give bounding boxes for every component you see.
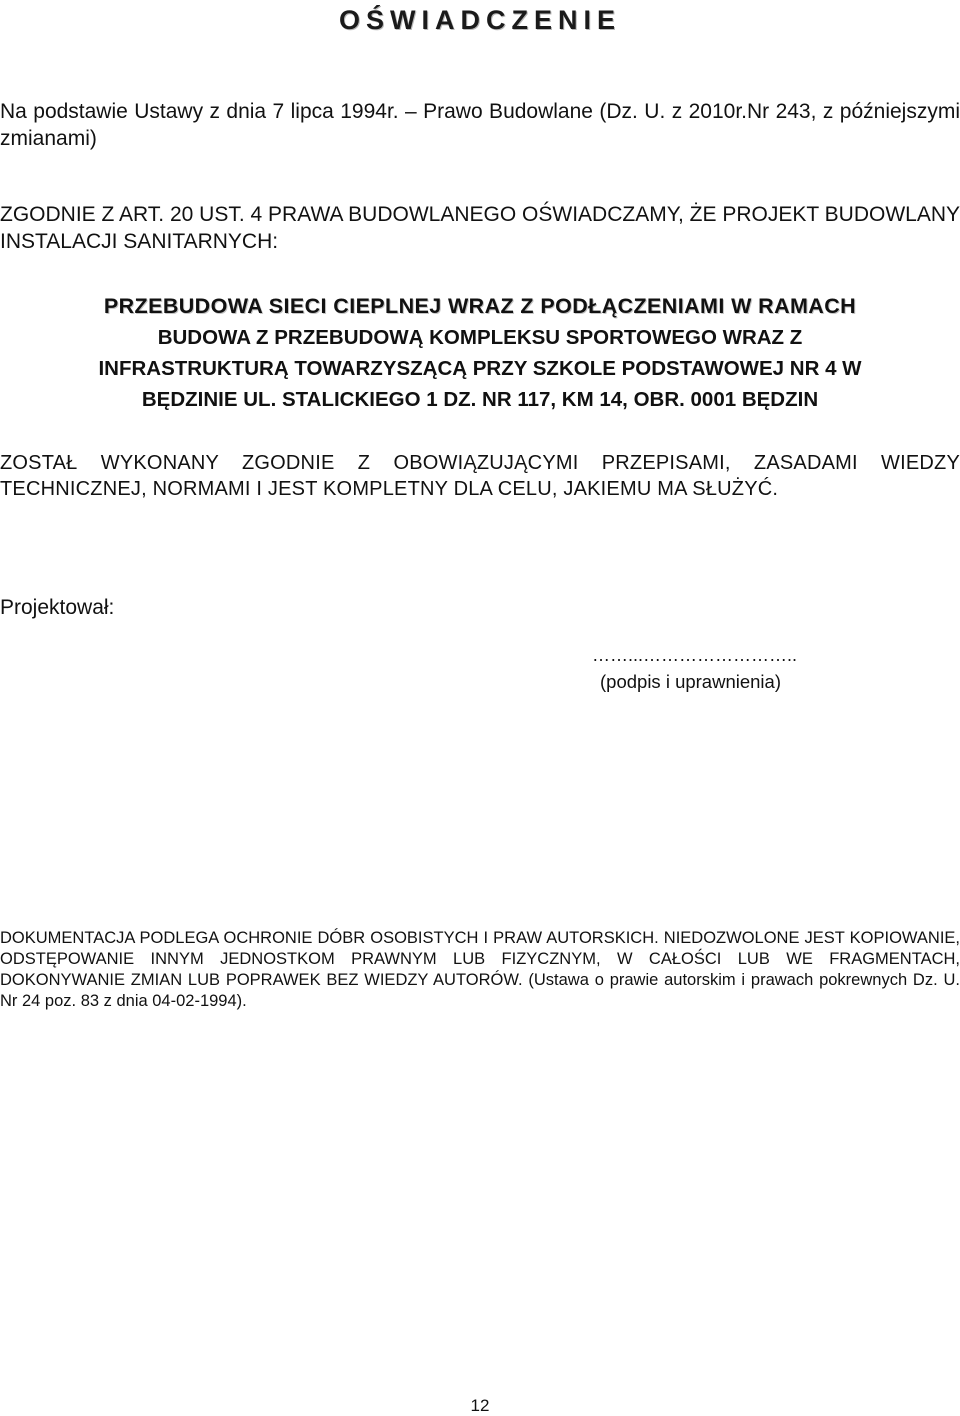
declaration-basis: ZGODNIE Z ART. 20 UST. 4 PRAWA BUDOWLANEGO OŚWIADCZAMY, ŻE PROJEKT BUDOWLANY INSTALACJI SANITARNYCH: (0, 203, 960, 253)
project-heading: PRZEBUDOWA SIECI CIEPLNEJ WRAZ Z PODŁĄCZENIAMI W RAMACH (103, 294, 857, 318)
project-description-line: BUDOWA Z PRZEBUDOWĄ KOMPLEKSU SPORTOWEGO WRAZ Z (157, 326, 803, 349)
signature-line: ……...…………………….. (592, 645, 798, 665)
document-title: OŚWIADCZENIE (338, 5, 621, 35)
legal-basis-intro: Na podstawie Ustawy z dnia 7 lipca 1994r. – Prawo Budowlane (Dz. U. z 2010r.Nr 243, z późniejszymi zmianami) (0, 100, 960, 150)
copyright-notice: DOKUMENTACJA PODLEGA OCHRONIE DÓBR OSOBISTYCH I PRAW AUTORSKICH. NIEDOZWOLONE JEST KOPIOWANIE, ODSTĘPOWANIE INNYM JEDNOSTKOM PRAWNYM LUB FIZYCZNYM, W CAŁOŚCI LUB WE FRAGMENTACH, DOKONYWANIE ZMIAN LUB POPRAWEK BEZ WIEDZY AUTORÓW. (Ustawa o prawie autorskim i prawach pokrewnych Dz. U. Nr 24 poz. 83 z dnia 04-02-1994). (0, 929, 960, 1010)
project-description (0, 322, 960, 415)
project-description-line: BĘDZINIE UL. STALICKIEGO 1 DZ. NR 117, KM 14, OBR. 0001 BĘDZIN (141, 388, 819, 411)
compliance-statement: ZOSTAŁ WYKONANY ZGODNIE Z OBOWIĄZUJĄCYMI PRZEPISAMI, ZASADAMI WIEDZY TECHNICZNEJ, NORMAMI I JEST KOMPLETNY DLA CELU, JAKIEMU MA SŁUŻYĆ. (0, 452, 960, 500)
designer-label: Projektował: (0, 596, 115, 619)
page-number: 12 (470, 1396, 490, 1415)
signature-caption: (podpis i uprawnienia) (600, 671, 781, 692)
project-description-line: INFRASTRUKTURĄ TOWARZYSZĄCĄ PRZY SZKOLE PODSTAWOWEJ NR 4 W (98, 357, 862, 380)
